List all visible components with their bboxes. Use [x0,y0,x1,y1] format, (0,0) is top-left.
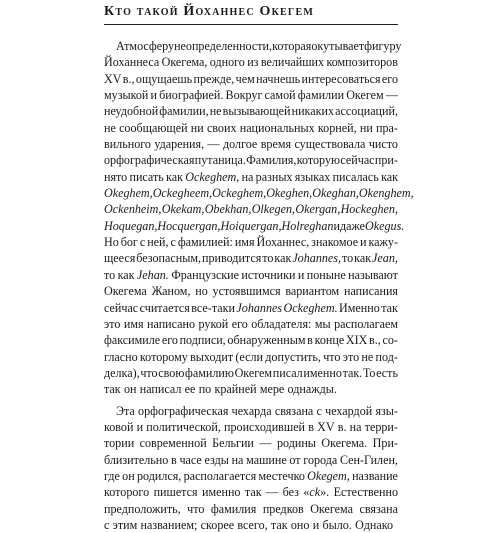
word: Jehan. [136,267,169,282]
word: сообщающей [119,120,188,135]
word: никаких [291,104,334,119]
word: современной [139,436,207,451]
text-line [104,103,398,119]
word: язы- [375,403,398,418]
word: приводится [201,251,262,266]
word: долгое [223,137,258,152]
word: фамилией: [177,235,233,250]
word: фамилии, [159,104,209,119]
word: то [104,267,116,282]
text-line [104,136,398,152]
word: что [187,501,205,516]
word: гласно [104,349,138,364]
word: писалась [332,169,379,184]
word: Однако [355,517,394,532]
word: мы [314,316,331,331]
word: как [166,169,183,184]
word: неопределенности, [174,39,273,53]
word: Okegem, [307,468,350,483]
word: располагается [183,468,257,483]
word: ни [190,120,204,135]
word: ковой [104,419,134,434]
word: с [170,235,176,250]
word: — [385,88,398,103]
word: и [297,267,305,282]
word: Сен-Гилен, [339,452,398,467]
word: по [198,382,212,397]
word: «ck». [303,485,330,500]
text-line [104,185,414,201]
text-line [104,365,398,381]
word: от [289,452,301,467]
word: то [341,251,354,266]
word: на [241,169,254,184]
word: нято [104,169,128,184]
text-line [104,54,398,70]
word: национальных [239,120,315,135]
word: Окегема. [321,436,368,451]
word: без [282,485,299,500]
word: но [195,284,208,299]
word: музыкой [104,88,149,103]
word: писать [129,169,164,184]
word: чисто [368,137,398,152]
word: предков [262,501,304,516]
word: Окегема [310,501,353,516]
word: его [231,316,248,331]
word: Естественно [333,485,398,500]
word: именно [202,485,241,500]
word: вильного [104,137,151,152]
word: фамилии [297,88,345,103]
word: рукой [198,316,229,331]
word: из [247,55,259,70]
word: источники [241,267,296,282]
word: окутывает [311,39,365,53]
word: с [316,403,322,418]
word: щееся [104,251,136,266]
word: есть [376,365,398,380]
word: чем [235,71,255,86]
text-line [104,152,398,168]
word: чехарда [231,403,272,418]
word: и [136,419,144,434]
word: делка), [104,365,140,380]
word: допустить, [265,349,321,364]
word: кажу- [368,235,398,250]
word: этим [112,517,138,532]
word: его [381,71,398,86]
word: время [260,137,292,152]
word: То [362,365,376,380]
word: ударения, [154,137,205,152]
word: где [104,468,120,483]
word: — [259,436,272,451]
text-line [104,419,398,435]
word: корней, [317,120,357,135]
word: XV [104,71,122,86]
word: Ockeghem, [185,169,240,184]
word: в., [369,333,381,348]
word: путаница. [194,153,246,168]
word: Ockegheem, [152,186,213,201]
text-line [104,218,405,234]
word: и [333,218,340,233]
word: писал [272,365,303,380]
text-line [104,403,398,419]
word: города [303,452,338,467]
word: родины [276,436,316,451]
word: которая [272,39,312,53]
word: имя [234,235,255,250]
word: это [342,349,360,364]
word: Именно [339,300,380,315]
word: при- [374,153,398,168]
word: Ockeghem, [212,186,267,201]
word: со- [382,333,398,348]
word: не [361,349,374,364]
word: ее [184,382,196,397]
word: под- [375,349,398,364]
word: с [104,517,110,532]
word: все-таки [191,300,235,315]
word: близительно [104,452,169,467]
word: композиторов [326,55,398,70]
word: пишется [153,485,198,500]
word: езды [204,452,229,467]
word: часе [179,452,202,467]
word: обнаруженным [227,333,306,348]
text-line [104,349,398,365]
word: орфографическая [138,403,229,418]
word: обладателя: [251,316,312,331]
word: это [104,316,121,331]
word: на [231,452,244,467]
word: в., [122,71,135,86]
word: Окегема [104,284,147,299]
word: XIX [345,333,368,348]
word: величайших [260,55,325,70]
word: как [381,169,398,184]
word: так [381,300,398,315]
word: и [150,88,158,103]
word: — [266,485,279,500]
word: пра- [376,120,398,135]
word: вызывающей [222,104,291,119]
word: (если [235,349,263,364]
word: так [244,485,262,500]
word: ассоциаций, [335,104,398,119]
word: бог [120,235,138,250]
word: так [270,517,288,532]
word: Hoquegan, [104,218,158,233]
word: Okeghen, [266,186,313,201]
word: он [122,468,135,483]
word: написания [343,284,398,299]
word: Johannes, [292,251,342,266]
word: политической, [146,419,221,434]
word: как [354,251,372,266]
word: которую [296,153,341,168]
word: так. [342,365,363,380]
word: Olkegen, [251,202,296,217]
word: даже [339,218,366,233]
text-line [104,484,398,500]
text-line [104,267,398,283]
word: всего, [237,517,268,532]
word: Окегема, [161,55,208,70]
word: название [352,468,398,483]
word: крайней [214,382,257,397]
word: Французские [171,267,240,282]
word: биографией. [159,88,224,103]
word: считается [139,300,190,315]
word: что [140,365,158,380]
word: самой [264,88,296,103]
text-line [104,501,398,517]
text-line [104,120,398,136]
word: Окегем [234,365,273,380]
word: ней, [147,235,169,250]
text-line [104,87,398,103]
word: с [139,235,146,250]
word: так [104,382,121,397]
text-line [104,201,398,217]
word: Бельгии [212,436,254,451]
word: интересоваться [301,71,381,86]
word: в [171,452,177,467]
word: конце [314,333,345,348]
word: как [274,251,292,266]
word: то [262,251,274,266]
word: и [312,517,320,532]
word: скорее [200,517,235,532]
text-line [104,169,398,185]
text-line [104,381,398,397]
word: терри- [364,419,398,434]
text-line [104,250,398,266]
word: не [104,120,116,135]
word: сейчас [340,153,375,168]
word: Жаном, [151,284,191,299]
word: именно [303,365,342,380]
word: одного [209,55,245,70]
word: Фамилия, [246,153,297,168]
word: ощущаешь [135,71,193,86]
text-line [104,452,398,468]
word: которому [139,349,188,364]
word: — [207,137,220,152]
word: называют [348,267,398,282]
word: орфографическая [104,153,195,168]
word: и [360,235,367,250]
word: Okergan, [295,202,341,217]
word: связана [274,403,314,418]
word: фамилия [210,501,257,516]
word: Hockeghen, [340,202,398,217]
word: Okenghem, [358,186,414,201]
word: машине [246,452,287,467]
word: Эта [116,403,135,418]
word: Okeghem, [104,186,153,201]
text-line [104,283,398,299]
word: имя [123,316,144,331]
word: местечко [258,468,305,483]
word: Okegus. [365,218,405,233]
word: Holreghan [281,218,334,233]
word: Ockenheim, [104,202,162,217]
word: на [349,419,362,434]
word: языках [294,169,331,184]
word: Вокруг [225,88,263,103]
word: названием; [140,517,198,532]
word: При- [372,436,398,451]
word: факсимиле [104,333,161,348]
word: мере [259,382,285,397]
word: располагаем [334,316,398,331]
text-line [104,234,398,250]
word: Йоханнес, [256,235,310,250]
word: подписи, [179,333,226,348]
word: написал [139,382,182,397]
text-line [104,38,402,54]
heading-rule [104,24,398,25]
word: предположить, [104,501,181,516]
word: существовала [294,137,366,152]
word: Hocquergan, [157,218,221,233]
word: однажды. [287,382,337,397]
word: Johannes [236,300,283,315]
word: фамилию [185,365,234,380]
word: родился, [136,468,182,483]
word: как [117,267,135,282]
word: безопасным, [136,251,201,266]
text-line [104,71,398,87]
word: неудобной [104,104,159,119]
word: Obekhan, [204,202,252,217]
text-line [104,316,398,332]
word: сейчас [104,300,139,315]
word: поныне [306,267,346,282]
word: Йоханнеса [104,55,160,70]
word: в [307,333,313,348]
word: что [323,349,341,364]
text-line [104,468,398,484]
word: прежде, [193,71,235,86]
text-line [104,332,398,348]
word: своих [206,120,237,135]
word: Окегем [346,88,384,103]
word: выходит [190,349,234,364]
text-line [104,300,398,316]
word: свою [158,365,185,380]
word: тории [104,436,135,451]
word: он [123,382,137,397]
word: вариантом [285,284,340,299]
chapter-heading: Кто такой Йоханнес Окегем [104,4,314,19]
word: оно [290,517,310,532]
word: написано [147,316,196,331]
word: не [209,104,222,119]
word: Jean, [372,251,398,266]
word: связана [359,501,398,516]
word: знакомое [311,235,359,250]
word: устоявшимся [212,284,281,299]
word: чехардой [325,403,373,418]
word: разных [255,169,293,184]
word: которого [104,485,150,500]
word: Ockeghem. [283,300,338,315]
word: начнешь [256,71,301,86]
word: Okeghan, [312,186,359,201]
word: фигуру [364,39,402,53]
text-line [104,517,398,533]
text-line [104,435,398,451]
word: ни [359,120,373,135]
word: в [308,419,314,434]
word: в. [337,419,347,434]
word: его [161,333,178,348]
word: происходившей [224,419,306,434]
word: Но [104,235,119,250]
word: XV [317,419,335,434]
word: Hoiquergan, [220,218,282,233]
body-text [104,38,414,533]
word: Okekam, [161,202,205,217]
word: было. [322,517,352,532]
word: Атмосферу [116,39,175,53]
